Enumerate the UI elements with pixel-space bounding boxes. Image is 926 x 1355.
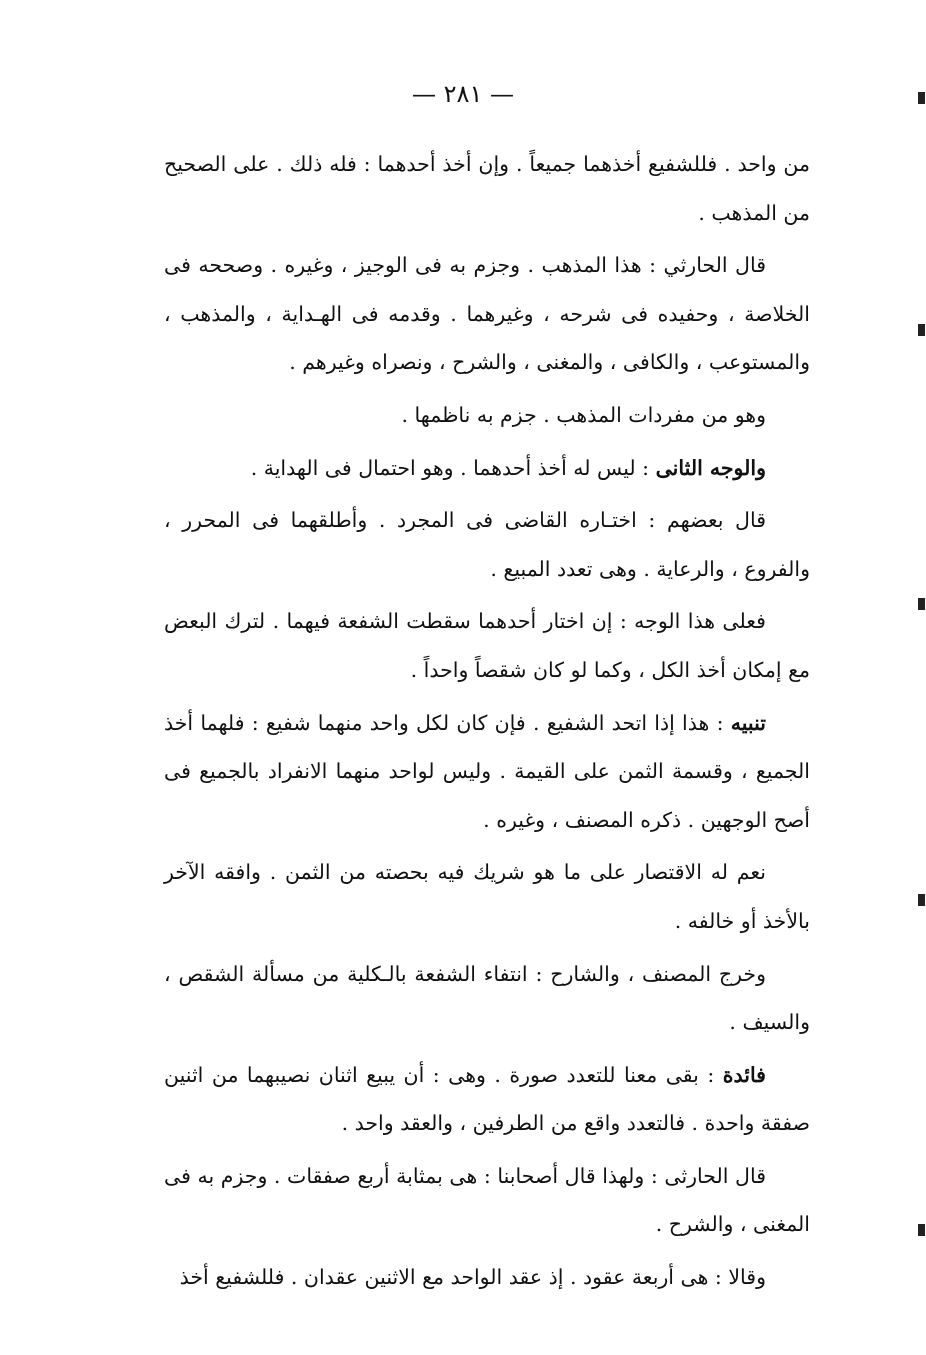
paragraph (164, 444, 810, 493)
paragraph (164, 848, 810, 945)
paragraph-heading: والوجه الثانى (655, 455, 766, 480)
binding-mark (918, 598, 925, 610)
binding-mark (918, 1224, 925, 1236)
paragraph-text: وخرج المصنف ، والشارح : انتفاء الشفعة بالـكلية من مسألة الشقص ، والسيف . (164, 961, 810, 1035)
page-number: — ٢٨١ — (412, 80, 514, 108)
paragraph-text: من واحد . فللشفيع أخذهما جميعاً . وإن أخذ أحدهما : فله ذلك . على الصحيح من المذهب . (164, 152, 810, 225)
paragraph-heading: فائدة (722, 1062, 766, 1087)
paragraph-heading: تنبيه (730, 710, 766, 735)
paragraph-text: فعلى هذا الوجه : إن اختار أحدهما سقطت الشفعة فيهما . لترك البعض مع إمكان أخذ الكل ، وكما لو كان شقصاً واحداً . (164, 609, 810, 682)
paragraph-text: : بقى معنا للتعدد صورة . وهى : أن يبيع اثنان نصيبهما من اثنين صفقة واحدة . فالتعدد واقع من الطرفين ، والعقد واحد . (164, 1062, 810, 1136)
paragraph (164, 496, 810, 593)
paragraph (164, 391, 810, 440)
paragraph (164, 140, 810, 237)
paragraph (164, 597, 810, 694)
paragraph (164, 950, 810, 1047)
paragraph-text: : ليس له أخذ أحدهما . وهو احتمال فى الهداية . (250, 455, 650, 480)
paragraph (164, 1152, 810, 1249)
paragraph-text: وقالا : هى أربعة عقود . إذ عقد الواحد مع الاثنين عقدان . فللشفيع أخذ (179, 1265, 766, 1290)
paragraph (164, 241, 810, 387)
paragraph-text: : هذا إذا اتحد الشفيع . فإن كان لكل واحد منهما شفيع : فلهما أخذ الجميع ، وقسمة الثمن على القيمة . وليس لواحد منهما الانفراد بالجميع فى أصح الوجهين . ذكره المصنف ، وغيره . (164, 710, 810, 832)
body-text (164, 140, 810, 1302)
paragraph-text: وهو من مفردات المذهب . جزم به ناظمها . (401, 402, 766, 427)
binding-mark (918, 894, 925, 906)
paragraph (164, 699, 810, 845)
binding-mark (918, 324, 925, 336)
paragraph-text: قال الحارثي : هذا المذهب . وجزم به فى الوجيز ، وغيره . وصححه فى الخلاصة ، وحفيده فى شرحه ، وغيرهما . وقدمه فى الهـداية ، والمذهب ، والمستوعب ، والكافى ، والمغنى ، والشرح ، ونصراه وغيرهم . (164, 253, 810, 375)
paragraph-text: قال الحارثى : ولهذا قال أصحابنا : هى بمثابة أربع صفقات . وجزم به فى المغنى ، والشرح . (164, 1163, 810, 1237)
binding-mark (918, 92, 925, 104)
paragraph (164, 1253, 810, 1302)
paragraph-text: نعم له الاقتصار على ما هو شريك فيه بحصته من الثمن . وافقه الآخر بالأخذ أو خالفه . (164, 860, 810, 933)
paragraph-text: قال بعضهم : اختـاره القاضى فى المجرد . وأطلقهما فى المحرر ، والفروع ، والرعاية . وهى تعدد المبيع . (164, 508, 810, 581)
paragraph (164, 1051, 810, 1148)
